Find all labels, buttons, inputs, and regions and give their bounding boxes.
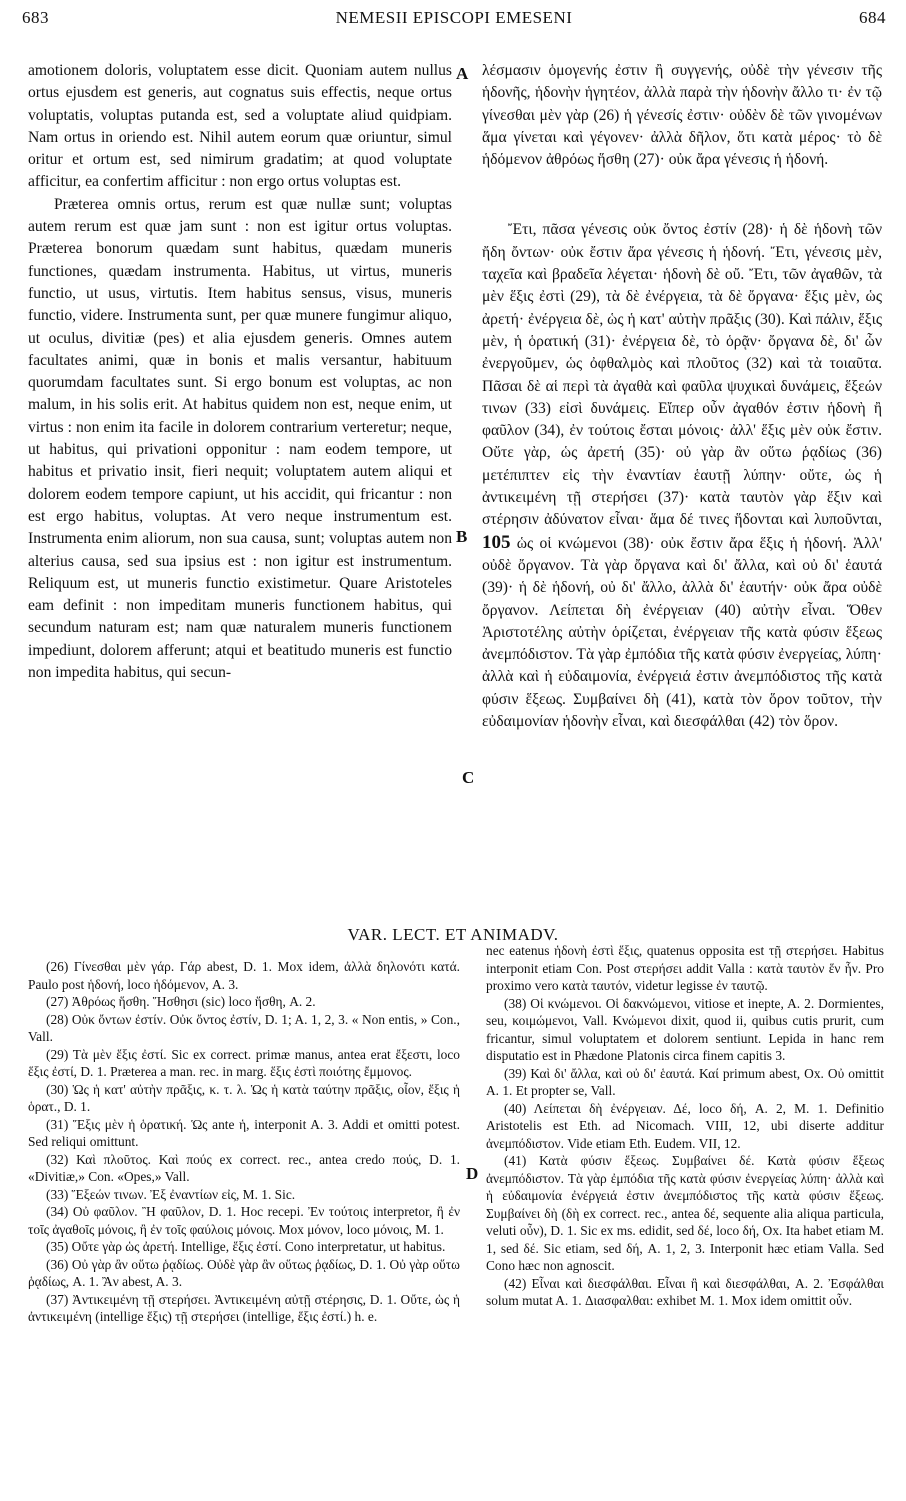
latin-column — [28, 60, 452, 684]
note-29: (29) Τὰ μὲν ἕξις ἐστί. Sic ex correct. primæ manus, antea erat ἔξεστι, loco ἕξις ἐστί, D. 1. Præterea a man. rec. in marg. ἕξις ἐστὶ ποιότης ἔμμονος. — [28, 1046, 460, 1079]
section-marker-d: D — [466, 1164, 479, 1183]
note-27: (27) Ἀθρόως ἥσθη. Ἥσθησι (sic) loco ἥσθη, A. 2. — [46, 994, 316, 1009]
note-35: (35) Οὔτε γὰρ ὡς ἀρετή. Intellige, ἕξις ἐστί. Cono interpretatur, ut habitus. — [46, 1239, 446, 1254]
note-38: (38) Οἱ κνώμενοι. Οἱ δακνώμενοι, vitiose et inepte, A. 2. Dormientes, seu, κοιμώμενοι, Vall. Κνώμενοι dixit, quod ii, quibus cutis prurit, cum fricantur, simul voluptatem et dolorem sentiunt. Lepida in hanc rem disputatio est in Phædone Platonis circa finem capitis 3. — [486, 995, 884, 1063]
note-33: (33) Ἕξεών τινων. Ἐξ ἐναντίων εἰς, M. 1. Sic. — [46, 1186, 296, 1202]
note-30: (30) Ὡς ἡ κατ' αὐτὴν πρᾶξις, κ. τ. λ. Ὡς ἡ κατὰ ταύτην πρᾶξις, οἷον, ἕξις ἡ ὁρατ., D. 1. — [28, 1081, 460, 1114]
greek-paragraph-2-part-b: ὡς οἱ κνώμενοι (38)· οὐκ ἔστιν ἄρα ἕξις ἡ ἡδονή. Ἀλλ' οὐδὲ ὄργανον. Τὰ γὰρ ὄργανα καὶ δι' ἄλλα, καὶ οὐ δι' ἑαυτά (39)· ἡ δὲ ἡδονή, οὐ δι' ἄλλο, ἀλλὰ δι' ἑαυτήν· οὐκ ἄρα οὐδὲ ὄργανον. Λείπεται δὴ ἐνέργειαν (40) αὐτὴν εἶναι. Ὅθεν Ἀριστοτέλης αὐτὴν ὁρίζεται, ἐνέργειαν τῆς κατὰ φύσιν ἕξεως ἀνεμπόδιστον. Τὰ γὰρ ἐμπόδια τῆς κατὰ φύσιν ἐνεργείας, λύπη· ἀλλὰ καὶ ἡ εὐδαιμονία, ἐνέργειά ἐστιν ἀνεμπόδιστος τῆς κατὰ φύσιν ἕξεως. Συμβαίνει δὴ (41), κατὰ τὸν ὅρον τοῦτον, τὴν εὐδαιμονίαν ἡδονὴν εἶναι, καὶ διεσφάλθαι (42) τὸν ὅρον. — [482, 534, 882, 731]
latin-paragraph-2: Præterea omnis ortus, rerum est quæ nullæ sunt; voluptas autem rerum est quæ jam sunt : non est igitur ortus voluptas. Præterea bonorum quædam sunt habitus, quædam muneris functiones, quædam instrumenta. Habitus, ut virtus, muneris functio, ut usus, virtutis. Item habitus sensus, visus, muneris functio, videre. Instrumenta sunt, per quæ munere fungimur aliquo, ut oculus, divitiæ (pes) et alia ejusdem generis. Omnes autem facultates animi, quæ in bonis et malis versantur, habituum quorumdam facultates sunt. Si ergo bonum est voluptas, ac non malum, in his solis erit. At habitus quidem non est, neque enim, ut virtus : non enim ita facile in dolorem contrarium verteretur; neque, ut habitus, qui privationi opponitur : nam eodem tempore, ut habitus et privatio insit, fieri nequit; voluptatem autem aliqui et dolorem eodem tempore capiunt, ut his accidit, qui fricantur : non est ergo habitus, voluptas. At vero neque instrumentum est. Instrumenta enim aliorum, non sua causa, sunt; voluptas autem non alterius causa, sed sua ipsius est : non igitur est instrumentum. Reliquum est, ut muneris functio existimetur. Quare Aristoteles eam definit : non impeditam muneris functionem habitus, qui secundum naturam est; nam quæ naturalem muneris functionem impediunt, dolorem afferunt; atqui et beatitudo muneris est functio non impedita habitus, qui secun- — [28, 195, 452, 682]
page-number-left: 683 — [22, 8, 49, 27]
greek-paragraph-2 — [482, 219, 882, 733]
running-title: NEMESII EPISCOPI EMESENI — [335, 8, 573, 27]
running-header — [22, 8, 886, 34]
latin-paragraph-1: amotionem doloris, voluptatem esse dicit. Quoniam autem nullus ortus ejusdem est generis, aut cognatus suis effectis, neque ortus voluptatis, voluptas putanda est, sed a voluptate aliud quidpiam. Nam ortus in oriendo est. Nihil autem eorum quæ oriuntur, simul oritur et ortum est, sed nimirum gradatim; at quod voluptate afficitur, ea confertim afficitur : non ergo ortus voluptas est. — [28, 62, 452, 191]
note-37-continued: nec eatenus ἡδονὴ ἐστὶ ἕξις, quatenus opposita est τῇ στερήσει. Habitus interponit etiam Con. Post στερήσει addit Valla : κατὰ ταυτὸν ἕν ἦν. Pro proximo vero κατὰ ταυτόν, videtur legisse ἐν ταυτῷ. — [486, 943, 884, 993]
notes-left-column — [28, 958, 460, 1326]
note-42: (42) Εἶναι καὶ διεσφάλθαι. Εἶναι ἢ καὶ διεσφάλθαι, A. 2. Ἐσφάλθαι solum mutat A. 1. Διασφαλθαι: exhibet M. 1. Mox idem omittit οὖν. — [486, 1275, 884, 1308]
notes-heading: VAR. LECT. ET ANIMADV. — [347, 925, 559, 944]
note-39: (39) Καὶ δι' ἄλλα, καὶ οὐ δι' ἑαυτά. Καί primum abest, Ox. Οὐ omittit A. 1. Et propter se, Vall. — [486, 1065, 884, 1098]
notes-right-column — [486, 942, 884, 1310]
note-28: (28) Οὐκ ὄντων ἐστίν. Οὐκ ὄντος ἐστίν, D. 1; A. 1, 2, 3. « Non entis, » Con., Vall. — [28, 1011, 460, 1044]
section-marker-a: A — [456, 64, 469, 83]
page-number-right: 684 — [859, 8, 886, 27]
greek-paragraph-1: λέσμασιν ὁμογενής ἐστιν ἢ συγγενής, οὐδὲ τὴν γένεσιν τῆς ἡδονῆς, ἡδονὴν ἡγητέον, ἀλλὰ παρὰ τὴν ἡδονὴν ἄλλο τι· ἐν τῷ γίνεσθαι μὲν γὰρ (26) ἡ γένεσίς ἐστιν· οὐδὲν δὲ τῶν γινομένων ἅμα γίνεται καὶ γέγονεν· ἀλλὰ δῆλον, ὅτι κατὰ μέρος· τὸ δὲ ἡδόμενον ἀθρόως ἥσθη (27)· οὐκ ἄρα γένεσις ἡ ἡδονή. — [482, 62, 882, 169]
note-37: (37) Ἀντικειμένη τῇ στερήσει. Ἀντικειμένη αὐτῇ στέρησις, D. 1. Οὔτε, ὡς ἡ ἀντικειμένη (intellige ἕξις) τῇ στερήσει (intellige, ἕξις ἐστί.) h. e. — [28, 1291, 460, 1324]
page-mark: 105 — [482, 531, 511, 553]
note-34: (34) Οὐ φαῦλον. Ἢ φαῦλον, D. 1. Hoc recepi. Ἐν τούτοις interpretor, ἢ ἐν τοῖς ἀγαθοῖς μόνοις, ἢ ἐν τοῖς φαύλοις μόνοις. Mox μόνον, loco μόνοις, M. 1. — [28, 1204, 460, 1237]
note-40: (40) Λείπεται δὴ ἐνέργειαν. Δέ, loco δή, A. 2, M. 1. Definitio Aristotelis est Eth. ad Nicomach. VIII, 12, ubi diserte additur ἀνεμπόδιστον. Vide etiam Eth. Eudem. VII, 12. — [486, 1100, 884, 1151]
greek-column — [482, 60, 882, 733]
note-26: (26) Γίνεσθαι μὲν γάρ. Γάρ abest, D. 1. Mox idem, ἀλλὰ δηλονότι κατά. Paulo post ἡδονή, loco ἡδόμενον, A. 3. — [28, 959, 460, 992]
note-31: (31) Ἕξις μὲν ἡ ὁρατική. Ὡς ante ἡ, interponit A. 3. Addi et omitti potest. Sed reliqui omittunt. — [28, 1116, 460, 1149]
note-32: (32) Καὶ πλοῦτος. Καὶ πούς ex correct. rec., antea credo πούς, D. 1. «Divitiæ,» Con. «Opes,» Vall. — [28, 1151, 460, 1184]
note-41: (41) Κατὰ φύσιν ἕξεως. Συμβαίνει δέ. Κατὰ φύσιν ἕξεως ἀνεμπόδιστον. Τὰ γὰρ ἐμπόδια τῆς κατὰ φύσιν ἐνεργείας λύπη· ἀλλὰ καὶ ἡ εὐδαιμονία ἐνέργειά ἐστιν ἀνεμπόδιστος τῆς κατὰ φύσιν ἕξεως. Συμβαίνει δὴ (δὴ ex correct. rec., antea δέ, sequente alia aliqua particula, veluti οὖν), D. 1. Sic ex ms. edidit, sed δέ, loco δή, Ox. Ita habet etiam M. 1, sed δέ. Sic etiam, sed δή, A. 1, 2, 3. Interponit hæc etiam Valla. Sed Cono hæc non agnoscit. — [486, 1153, 884, 1273]
greek-paragraph-2-part-a: Ἔτι, πᾶσα γένεσις οὐκ ὄντος ἐστίν (28)· ἡ δὲ ἡδονὴ τῶν ἤδη ὄντων· οὐκ ἔστιν ἄρα γένεσις ἡ ἡδονή. Ἔτι, γένεσις μὲν, ταχεῖα καὶ βραδεῖα λέγεται· ἡδονὴ δὲ οὔ. Ἔτι, τῶν ἀγαθῶν, τὰ μὲν ἕξις ἐστὶ (29), τὰ δὲ ἐνέργεια, τὰ δὲ ὄργανα· ἕξις μὲν, ὡς ἀρετή· ἐνέργεια δὲ, ὡς ἡ κατ' αὐτὴν πρᾶξις (30). Καὶ πάλιν, ἕξις μὲν, ἡ ὁρατική (31)· ἐνέργεια δὲ, τὸ ὁρᾷν· ὄργανα δὲ, δι' ὧν ἐνεργοῦμεν, ὡς ὀφθαλμὸς καὶ πλοῦτος (32) καὶ τὰ τοιαῦτα. Πᾶσαι δὲ αἱ περὶ τὰ ἀγαθὰ καὶ φαῦλα ψυχικαὶ δυνάμεις, ἕξεών τινων (33) εἰσὶ δυνάμεις. Εἴπερ οὖν ἀγαθόν ἐστιν ἡδονὴ ἢ φαῦλον (34), ἐν τούτοις ἔσται μόνοις· ἀλλ' ἕξις μὲν οὐκ ἔστιν. Οὔτε γὰρ, ὡς ἀρετή (35)· οὐ γὰρ ἂν οὕτω ῥᾳδίως (36) μετέπιπτεν εἰς τὴν ἐναντίαν ἑαυτῇ λύπην· οὔτε, ὡς ἡ ἀντικειμένη τῇ στερήσει (37)· κατὰ ταυτὸν γὰρ ἕξιν καὶ στέρησιν ἀδύνατον εἶναι· ἅμα δέ τινες ἥδονται καὶ λυποῦνται, — [482, 221, 882, 529]
section-marker-b: B — [456, 527, 468, 546]
note-36: (36) Οὐ γὰρ ἂν οὕτω ῥᾳδίως. Οὐδὲ γὰρ ἂν οὕτως ῥᾳδίως, D. 1. Οὐ γὰρ οὕτω ῥᾳδίως, A. 1. Ἂν abest, A. 3. — [28, 1256, 460, 1289]
section-marker-c: C — [462, 768, 475, 787]
